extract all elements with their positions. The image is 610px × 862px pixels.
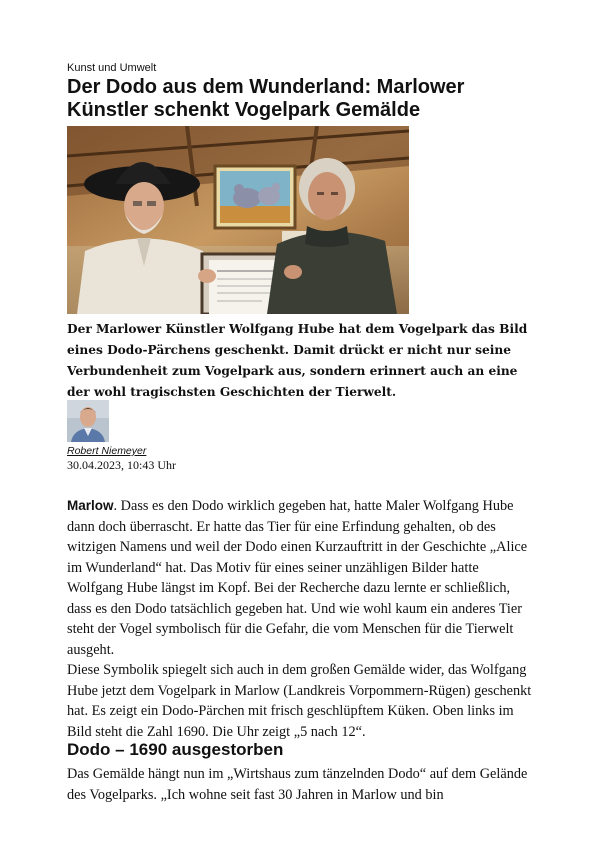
dateline: Marlow (67, 498, 114, 513)
paragraph-2: Diese Symbolik spiegelt sich auch in dem großen Gemälde wider, das Wolfgang Hube jetzt dem Vogelpark in Marlow (Landkreis Vorpommern-Rügen) geschenkt hat. Es zeigt ein Dodo-Pärchen mit frisch geschlüpftem Küken. Oben links im Bild steht die Zahl 1690. Die Uhr zeigt „5 nach 12“. (67, 662, 532, 740)
paragraph-3: Das Gemälde hängt nun im „Wirtshaus zum tänzelnden Dodo“ auf dem Gelände des Vogelparks. „Ich wohne seit fast 30 Jahren in Marlow und bin (67, 766, 528, 803)
publish-date: 30.04.2023, 10:43 Uhr (67, 458, 176, 472)
paragraph-1-text: . Dass es den Dodo wirklich gegeben hat, hatte Maler Wolfgang Hube dann doch überrascht. Er hatte das Tier für eine Erfindung gehalten, ob des witzigen Namens und weil der Dodo einen Kurzauftritt in der Geschichte „Alice im Wunderland“ hat. Das Motiv für eines seiner unzähligen Bilder hatte Wolfgang Hube längst im Kopf. Bei der Recherche dazu lernte er schließlich, dass es den Dodo tatsächlich gegeben hat. Und wie wohl kaum ein anderes Tier steht der Vogel symbolisch für die Gefahr, die vom Menschen für die Tierwelt ausgeht. (67, 498, 528, 658)
author-name-link[interactable]: Robert Niemeyer (67, 445, 147, 457)
article-photo (67, 126, 409, 314)
paragraph-1 (67, 496, 537, 660)
article-lead: Der Marlower Künstler Wolfgang Hube hat dem Vogelpark das Bild eines Dodo-Pärchens geschenkt. Damit drückt er nicht nur seine Verbundenheit zum Vogelpark aus, sondern erinnert auch an eine der wohl tragischsten Geschichten der Tierwelt. (67, 322, 528, 399)
article-body-continued (67, 764, 537, 805)
article-body (67, 496, 537, 742)
article-kicker: Kunst und Umwelt (67, 62, 157, 74)
article-headline: Der Dodo aus dem Wunderland: Marlower Künstler schenkt Vogelpark Gemälde (67, 76, 465, 121)
author-avatar[interactable] (67, 400, 109, 442)
article-subhead: Dodo – 1690 ausgestorben (67, 740, 284, 759)
